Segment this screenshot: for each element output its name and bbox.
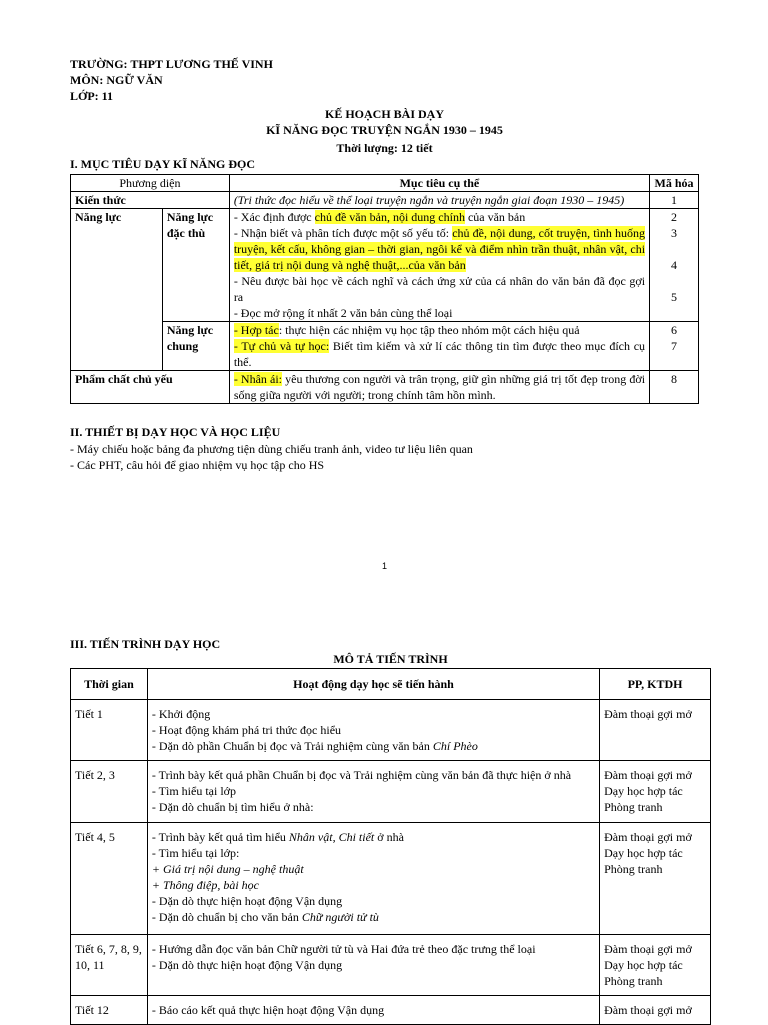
subject-name: MÔN: NGỮ VĂN [70, 73, 163, 87]
method-line: Đàm thoại gợi mở [604, 1003, 692, 1017]
equipment-item-1: - Máy chiếu hoặc bảng đa phương tiện dùng chiếu tranh ảnh, video tư liệu liên quan [70, 442, 473, 456]
specific-ability-label: Năng lực đặc thù [162, 209, 229, 322]
code-7: 7 [671, 339, 678, 353]
table-row [71, 996, 711, 1025]
method-line: Dạy học hợp tác [604, 784, 683, 798]
activity-line: - Tìm hiểu tại lớp [151, 784, 237, 798]
row-time: Tiết 1 [71, 700, 148, 761]
activity-line: - Dặn dò chuẩn bị cho văn bản Chữ người tử tù [151, 910, 379, 924]
specific-goal-1: - Xác định được chủ đề văn bản, nội dung chính của văn bản [233, 210, 526, 224]
equipment-item-2: - Các PHT, câu hỏi để giao nhiệm vụ học tập cho HS [70, 458, 325, 472]
section2-heading: II. THIẾT BỊ DẠY HỌC VÀ HỌC LIỆU [70, 425, 281, 439]
row-time: Tiết 4, 5 [71, 823, 148, 935]
method-line: Đàm thoại gợi mở [604, 942, 692, 956]
quality-goal: - Nhân ái: yêu thương con người và trân trọng, giữ gìn những giá trị tốt đẹp trong đời sống giữa người với người; trong chính tâm hồn mình. [229, 371, 649, 404]
quality-label: Phẩm chất chủ yếu [71, 371, 230, 404]
activity-line: + Thông điệp, bài học [151, 878, 259, 892]
row-time: Tiết 12 [71, 996, 148, 1025]
grade-label: LỚP: 11 [70, 89, 114, 103]
row-methods [600, 996, 711, 1025]
process-subheading: MÔ TẢ TIẾN TRÌNH [333, 652, 448, 666]
method-line: Đàm thoại gợi mở [604, 768, 692, 782]
code-2: 2 [671, 210, 678, 224]
knowledge-text: (Tri thức đọc hiểu về thể loại truyện ngắn và truyện ngắn giai đoạn 1930 – 1945) [229, 192, 649, 209]
code-4: 4 [671, 258, 678, 272]
general-ability-goals [229, 322, 649, 371]
quality-code: 8 [650, 371, 699, 404]
header-goal: Mục tiêu cụ thể [229, 175, 649, 192]
code-3: 3 [671, 226, 678, 240]
method-line: Đàm thoại gợi mở [604, 830, 692, 844]
general-goal-1: - Hợp tác: thực hiện các nhiệm vụ học tập theo nhóm một cách hiệu quả [233, 323, 580, 337]
code-6: 6 [671, 323, 678, 337]
table-row [71, 823, 711, 935]
ability-label: Năng lực [71, 209, 163, 371]
general-goal-2: - Tự chủ và tự học: Biết tìm kiếm và xử lí các thông tin tìm được theo mục đích cụ thể. [233, 339, 646, 369]
activity-line: - Trình bày kết quả tìm hiểu Nhân vật, Chi tiết ở nhà [151, 830, 404, 844]
table-row [71, 700, 711, 761]
row-methods [600, 935, 711, 996]
table-row-knowledge [71, 192, 699, 209]
method-line: Dạy học hợp tác [604, 958, 683, 972]
row-methods [600, 823, 711, 935]
activity-line: - Dặn dò thực hiện hoạt động Vận dụng [151, 894, 343, 908]
knowledge-code: 1 [650, 192, 699, 209]
header-code: Mã hóa [650, 175, 699, 192]
general-ability-label: Năng lực chung [162, 322, 229, 371]
activity-line: - Hoạt động khám phá tri thức đọc hiểu [151, 723, 342, 737]
table-row [71, 761, 711, 823]
process-header-row [71, 669, 711, 700]
header-activity: Hoạt động dạy học sẽ tiến hành [147, 669, 599, 700]
table-row [71, 935, 711, 996]
row-time: Tiết 2, 3 [71, 761, 148, 823]
process-table [70, 668, 711, 1025]
table-row-general-ability [71, 322, 699, 371]
method-line: Đàm thoại gợi mở [604, 707, 692, 721]
duration-label: Thời lượng: 12 tiết [336, 141, 433, 155]
document-subtitle: KĨ NĂNG ĐỌC TRUYỆN NGẮN 1930 – 1945 [266, 123, 503, 137]
table-header-row [71, 175, 699, 192]
school-name: TRƯỜNG: THPT LƯƠNG THẾ VINH [70, 57, 273, 71]
row-activities [147, 935, 599, 996]
header-method: PP, KTDH [600, 669, 711, 700]
method-line: Phòng tranh [604, 800, 663, 814]
activity-line: - Khởi động [151, 707, 211, 721]
activity-line: - Dặn dò chuẩn bị tìm hiểu ở nhà: [151, 800, 314, 814]
row-activities [147, 823, 599, 935]
table-row-specific-ability [71, 209, 699, 322]
activity-line: + Giá trị nội dung – nghệ thuật [151, 862, 304, 876]
row-methods [600, 700, 711, 761]
activity-line: - Tìm hiểu tại lớp: [151, 846, 240, 860]
knowledge-label: Kiến thức [71, 192, 230, 209]
code-5: 5 [671, 290, 678, 304]
row-activities [147, 761, 599, 823]
method-line: Phòng tranh [604, 862, 663, 876]
page-number: 1 [382, 561, 388, 571]
specific-goal-2: - Nhận biết và phân tích được một số yếu tố: chủ đề, nội dung, cốt truyện, tình huống truyện, kết cấu, không gian – thời gian, ngôi kể và điểm nhìn trần thuật, nhân vật, chi tiết, giá trị nội dung và nghệ thuật,...của văn bản [233, 226, 646, 272]
activity-line: - Báo cáo kết quả thực hiện hoạt động Vận dụng [151, 1003, 385, 1017]
specific-ability-goals [229, 209, 649, 322]
section3-heading: III. TIẾN TRÌNH DẠY HỌC [70, 637, 221, 651]
row-methods [600, 761, 711, 823]
specific-goal-3: - Nêu được bài học về cách nghĩ và cách ứng xử của cá nhân do văn bản đã đọc gợi ra [233, 274, 646, 304]
document-title: KẾ HOẠCH BÀI DẠY [324, 107, 444, 121]
method-line: Dạy học hợp tác [604, 846, 683, 860]
method-line: Phòng tranh [604, 974, 663, 988]
activity-line: - Dặn dò phần Chuẩn bị đọc và Trải nghiệm cùng văn bản Chí Phèo [151, 739, 478, 753]
row-activities [147, 700, 599, 761]
activity-line: - Hướng dẫn đọc văn bản Chữ người tử tù và Hai đứa trẻ theo đặc trưng thể loại [151, 942, 536, 956]
activity-line: - Dặn dò thực hiện hoạt động Vận dụng [151, 958, 343, 972]
specific-codes [650, 209, 699, 322]
row-activities [147, 996, 599, 1025]
general-codes [650, 322, 699, 371]
specific-goal-4: - Đọc mở rộng ít nhất 2 văn bản cùng thể loại [233, 306, 453, 320]
row-time: Tiết 6, 7, 8, 9, 10, 11 [71, 935, 148, 996]
activity-line: - Trình bày kết quả phần Chuẩn bị đọc và Trải nghiệm cùng văn bản đã thực hiện ở nhà [151, 768, 572, 782]
section1-heading: I. MỤC TIÊU DẠY KĨ NĂNG ĐỌC [70, 157, 256, 171]
header-aspect: Phương diện [71, 175, 230, 192]
objectives-table [70, 174, 699, 404]
header-time: Thời gian [71, 669, 148, 700]
table-row-quality [71, 371, 699, 404]
